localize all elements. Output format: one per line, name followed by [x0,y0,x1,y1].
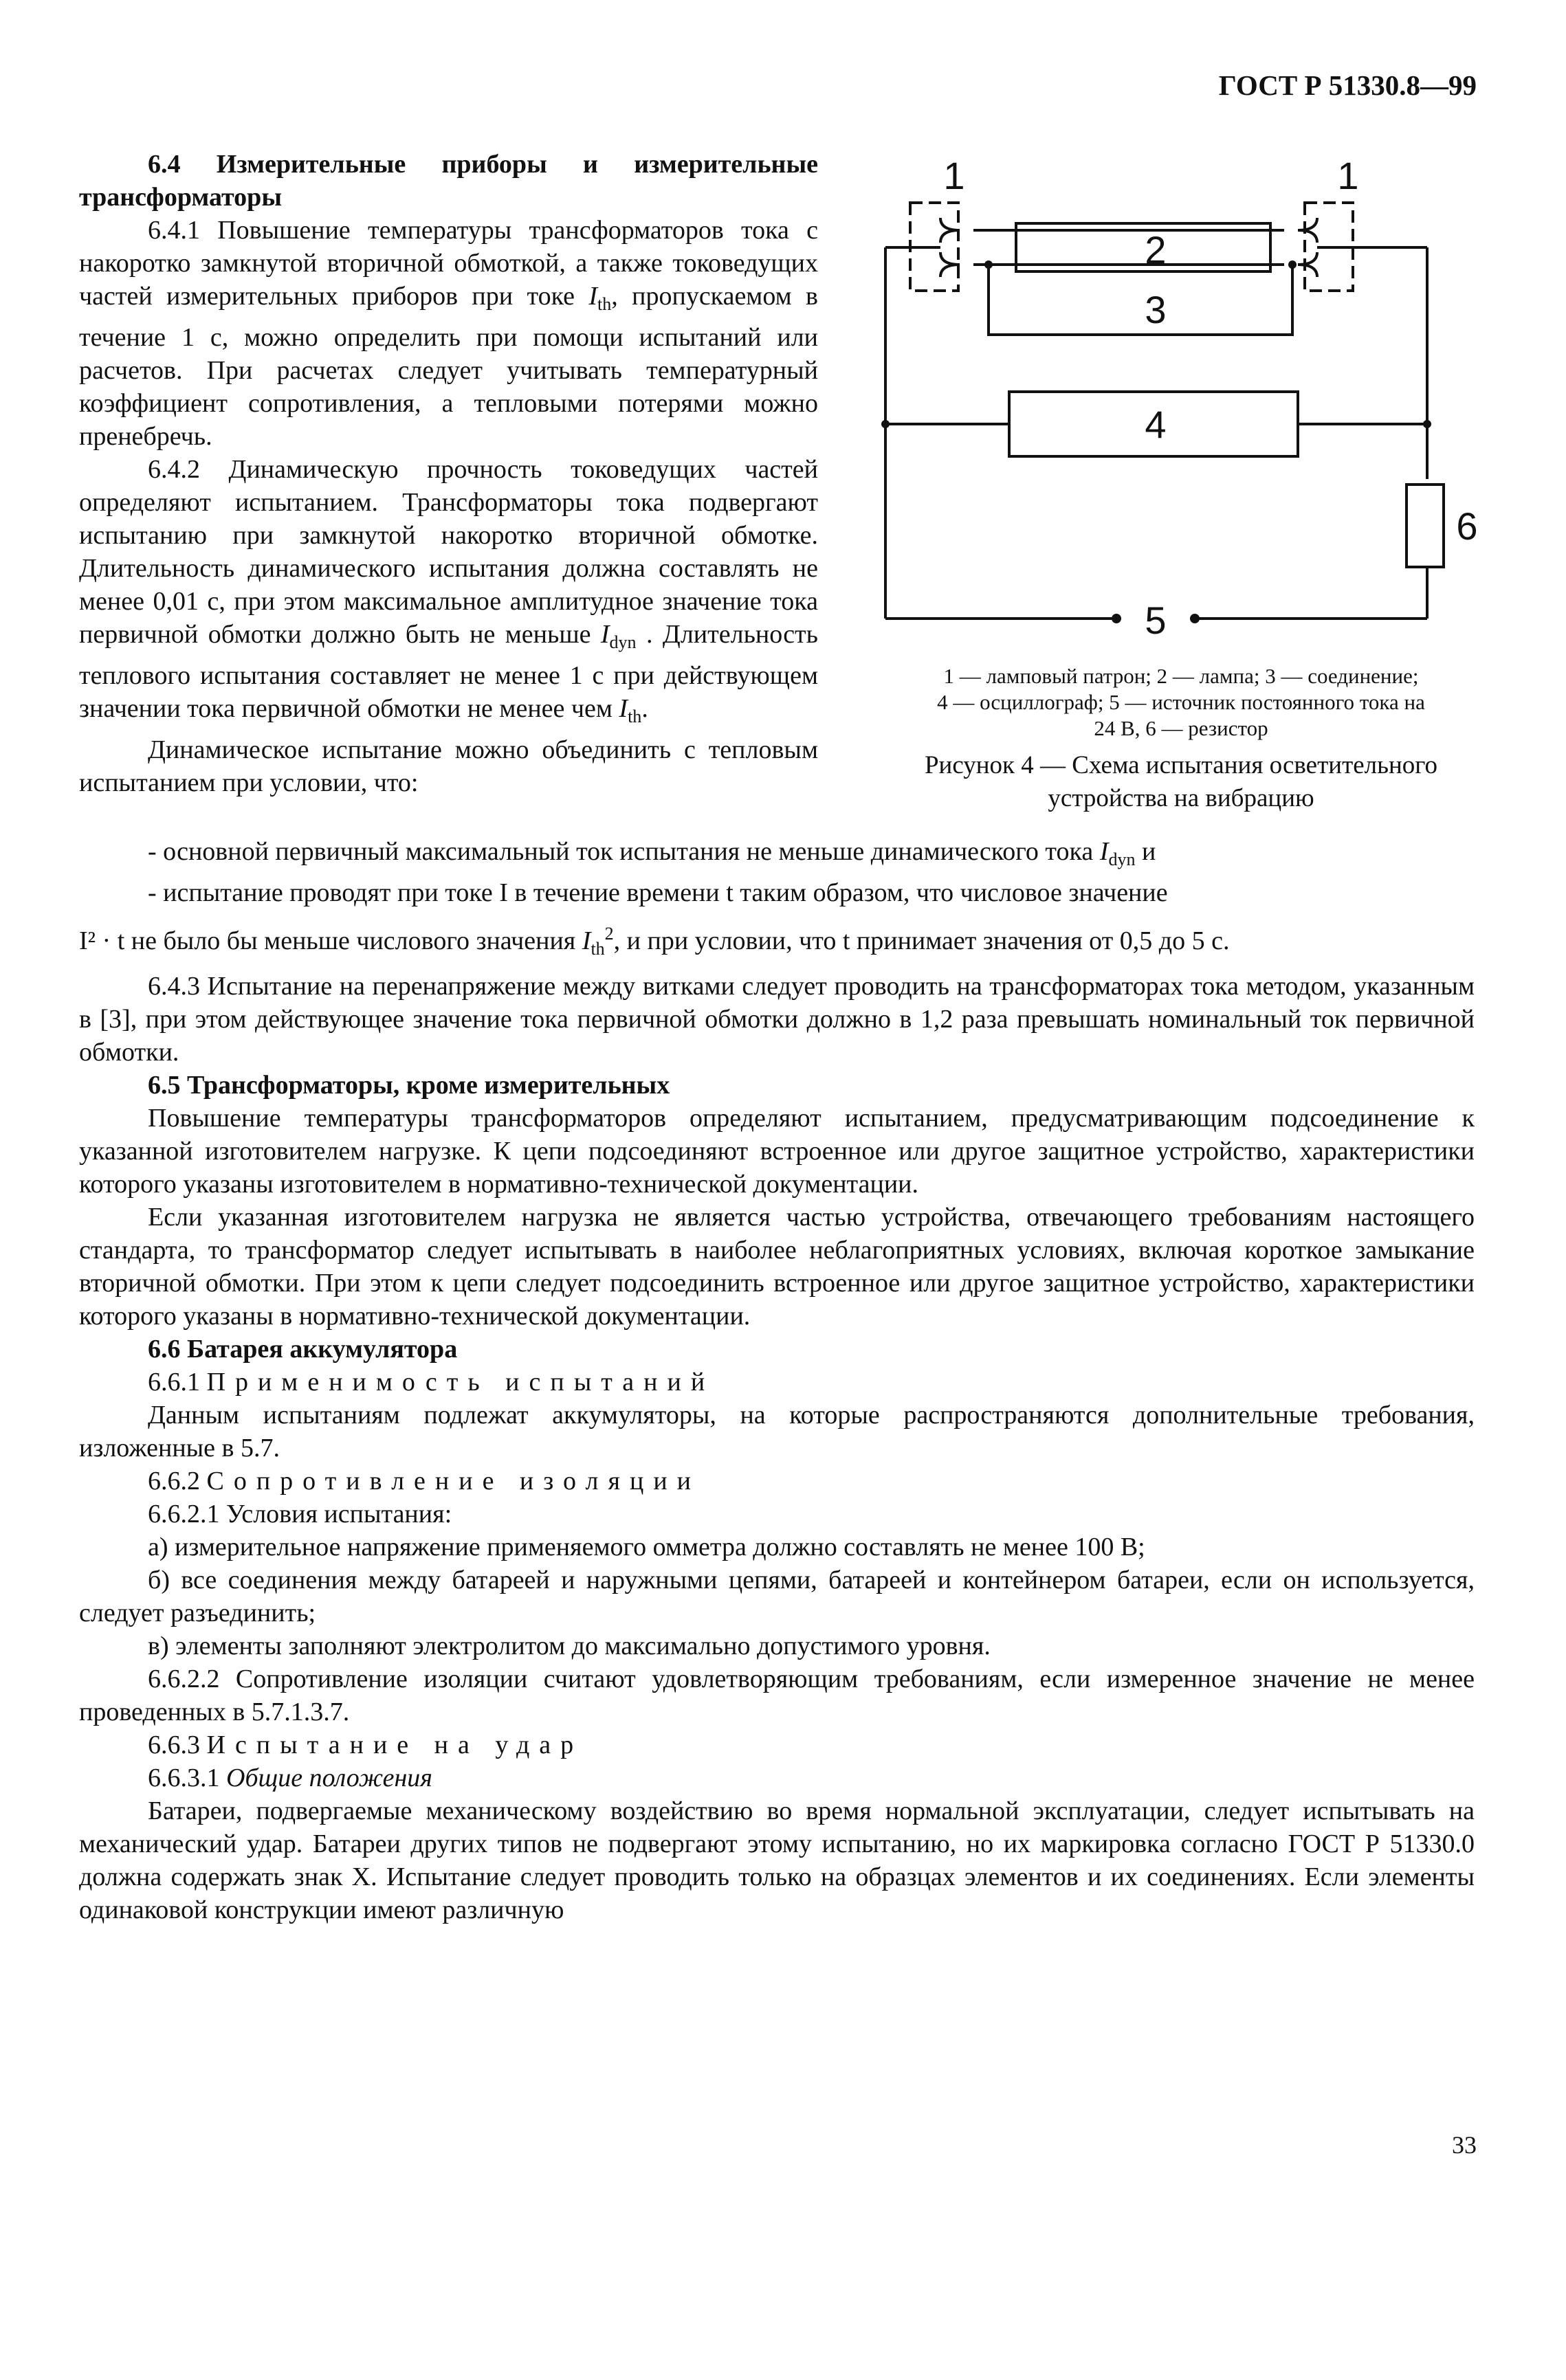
section-heading-6-6: 6.6 Батарея аккумулятора [148,1335,458,1364]
label-2: 2 [1145,228,1167,271]
page-number: 33 [1452,2131,1477,2159]
subsection-6-6-3: 6.6.3 Испытание на удар [148,1731,584,1759]
paragraph-6-6-3-1: Батареи, подвергаемые механическому воздействию во время нормальной эксплуатации, следует испытывать на механический удар. Батареи других типов не подвергают этому испытанию, но их маркировка согласно ГОСТ Р 51330.0 должна содержать знак X. Испытание следует проводить только на образцах элементов и их соединениях. Если элементы одинаковой конструкции имеют различную [79,1797,1475,1924]
figure-legend: 1 — ламповый патрон; 2 — лампа; 3 — соединение; 4 — осциллограф; 5 — источник постоянного тока на 24 В, 6 — резистор [937,664,1425,740]
connection-3 [989,265,1292,335]
subsection-6-6-3-1: 6.6.3.1 Общие положения [148,1764,432,1792]
formula-line: I² · t не было бы меньше числового значения $I_{th}^2$, и при условии, что t принимает значения от 0,5 до 5 с. [79,924,1230,959]
paragraph-combined-test: Динамическое испытание можно объединить с тепловым испытанием при условии, что: [79,735,818,797]
label-6: 6 [1456,504,1478,548]
contact-left-top [940,218,960,243]
contact-right-top [1298,218,1317,243]
terminal-right [1190,614,1200,623]
label-1-left: 1 [943,155,965,197]
list-item-c: в) элементы заполняют электролитом до максимально допустимого уровня. [148,1632,991,1660]
bullet-test-conditions: - испытание проводят при токе I в течение времени t таким образом, что числовое значение [148,878,1168,907]
terminal-left [1112,614,1121,623]
paragraph-6-5-1: Повышение температуры трансформаторов определяют испытанием, предусматривающим подсоединение к указанной изготовителем нагрузке. К цепи подсоединяют встроенное или другое защитное устройство, характеристики которого указаны изготовителем в нормативно-технической документации. [79,1104,1475,1199]
label-4: 4 [1145,403,1167,446]
paragraph-6-4-3: 6.4.3 Испытание на перенапряжение между витками следует проводить на трансформаторах тока методом, указанным в [3], при этом действующее значение тока первичной обмотки должно в 1,2 раза превышать номинальный ток первичной обмотки. [79,972,1475,1067]
contact-left-bottom [940,252,960,277]
paragraph-6-4-1: 6.4.1 Повышение температуры трансформаторов тока с накоротко замкнутой вторичной обмоткой, а также токоведущих частей измерительных приборов при токе $I_{th}$, пропускаемом в течение 1 с, можно определить при помощи испытаний или расчетов. При расчетах следует учитывать температурный коэффициент сопротивления, а тепловыми потерями можно пренебречь. [79,216,818,451]
list-item-b: б) все соединения между батареей и наружными цепями, батареей и контейнером батареи, если он используется, следует разъединить; [79,1566,1475,1627]
section-heading-6-4: 6.4 Измерительные приборы и измерительные трансформаторы [79,150,818,212]
full-width-text [79,835,1475,1926]
label-3: 3 [1145,288,1167,331]
subsection-6-6-1: 6.6.1 Применимость испытаний [148,1368,715,1397]
bullet-dynamic-current: - основной первичный максимальный ток испытания не меньше динамического тока $I_{dyn}$ и [148,837,1156,869]
paragraph-6-6-2-2: 6.6.2.2 Сопротивление изоляции считают удовлетворяющим требованиям, если измеренное значение не менее проведенных в 5.7.1.3.7. [79,1665,1475,1726]
subsection-6-6-2: 6.6.2 Сопротивление изоляции [148,1467,701,1495]
figure-caption: Рисунок 4 — Схема испытания осветительного устройства на вибрацию [924,751,1438,812]
paragraph-6-6-2-1: 6.6.2.1 Условия испытания: [148,1500,452,1528]
list-item-a: а) измерительное напряжение применяемого омметра должно составлять не менее 100 В; [148,1533,1145,1561]
paragraph-6-4-2: 6.4.2 Динамическую прочность токоведущих частей определяют испытанием. Трансформаторы тока подвергают испытанию при замкнутой накоротко вторичной обмотке. Длительность динамического испытания должна составлять не менее 0,01 с, при этом максимальное амплитудное значение тока первичной обмотки должно быть не меньше $I_{dyn}$ . Длительность теплового испытания составляет не менее 1 с при действующем значении тока первичной обмотки не менее чем $I_{th}$. [79,455,818,726]
resistor [1407,485,1444,567]
paragraph-6-6-1: Данным испытаниям подлежат аккумуляторы, на которые распространяются дополнительные требования, изложенные в 5.7. [79,1401,1475,1463]
standard-header: ГОСТ Р 51330.8—99 [1218,69,1477,101]
label-1-right: 1 [1337,155,1359,197]
label-5: 5 [1145,599,1167,642]
circuit-diagram [872,155,1490,656]
paragraph-6-5-2: Если указанная изготовителем нагрузка не является частью устройства, отвечающего требованиям настоящего стандарта, то трансформатор следует испытывать в наиболее неблагоприятных условиях, включая короткое замыкание вторичной обмотки. При этом к цепи следует подсоединить встроенное или другое защитное устройство, характеристики которого указаны в нормативно-технической документации. [79,1203,1475,1331]
contact-right-bottom [1298,252,1317,277]
section-heading-6-5: 6.5 Трансформаторы, кроме измерительных [148,1071,670,1100]
section-6-4-column [79,148,818,799]
